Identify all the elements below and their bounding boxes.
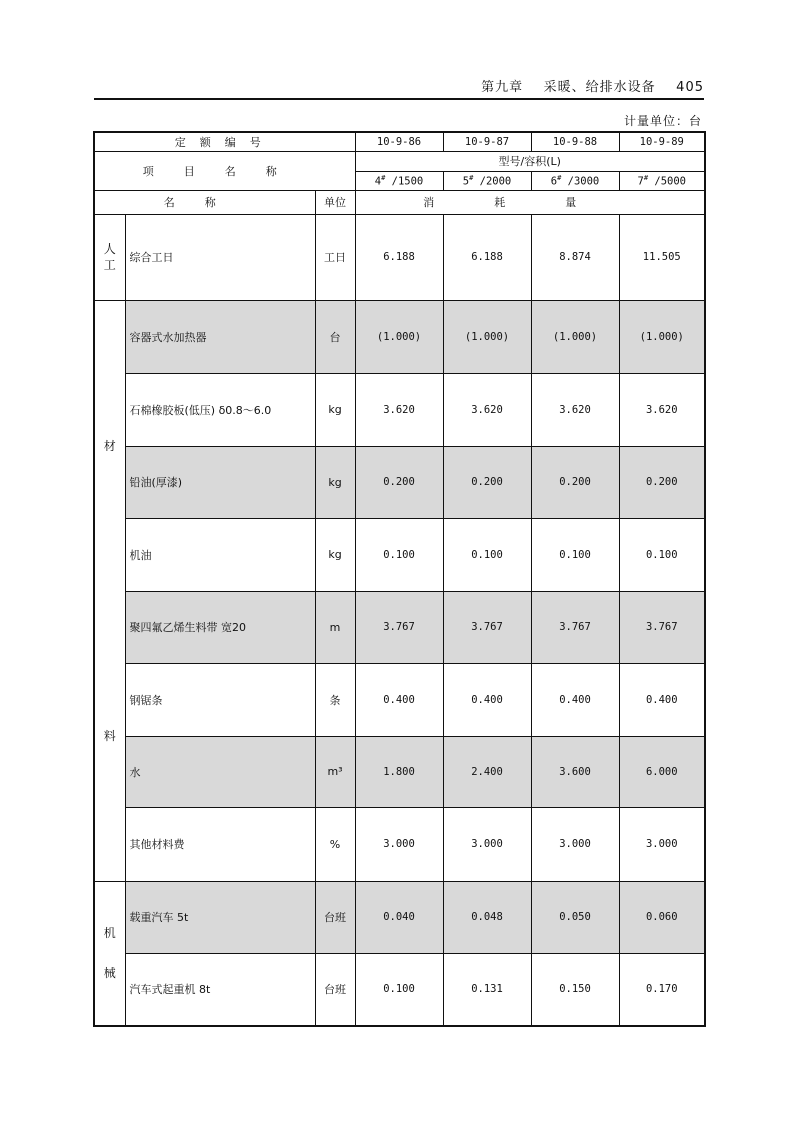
row-name: 石棉橡胶板(低压) δ0.8～6.0: [125, 373, 315, 446]
page-number: 405: [676, 80, 704, 95]
row-name: 载重汽车 5t: [125, 881, 315, 953]
category-machine: [94, 881, 125, 1026]
row-unit: %: [315, 807, 355, 881]
row-value: 0.048: [443, 881, 531, 953]
section-label: 采暖、给排水设备: [543, 80, 656, 95]
row-value: 0.400: [355, 663, 443, 736]
row-value: 3.767: [355, 591, 443, 663]
row-value: 3.620: [355, 373, 443, 446]
row-value: 1.800: [355, 736, 443, 807]
quota-label: 定额编号: [94, 132, 355, 151]
name-header: 名称: [94, 190, 315, 214]
model-sup: #: [557, 173, 562, 182]
category-char: 械: [103, 966, 116, 981]
model-suffix: /3000: [567, 175, 600, 188]
table-row: [94, 591, 705, 663]
row-name: 钢锯条: [125, 663, 315, 736]
model-prefix: 6: [550, 175, 558, 188]
quota-code: 10-9-86: [355, 132, 443, 151]
model-prefix: 5: [462, 175, 470, 188]
table-row: [94, 663, 705, 736]
row-value: 0.200: [619, 446, 705, 518]
row-value: 3.000: [443, 807, 531, 881]
row-value: 0.200: [531, 446, 619, 518]
row-unit: 台班: [315, 881, 355, 953]
row-value: 11.505: [619, 214, 705, 300]
row-value: 3.620: [619, 373, 705, 446]
model-cell: [531, 171, 619, 190]
row-name: 聚四氟乙烯生料带 宽20: [125, 591, 315, 663]
model-cell: [443, 171, 531, 190]
row-value: 0.100: [443, 518, 531, 591]
chapter-label: 第九章: [481, 80, 524, 95]
table-row: [94, 953, 705, 1026]
row-unit: 条: [315, 663, 355, 736]
row-value: 3.620: [443, 373, 531, 446]
consumption-header: 消耗量: [355, 190, 705, 214]
model-sup: #: [469, 173, 474, 182]
model-cell: [355, 171, 443, 190]
row-value: (1.000): [443, 300, 531, 373]
page-header: [94, 74, 704, 100]
item-label: 项目名称: [94, 151, 355, 190]
table-row: [94, 446, 705, 518]
row-unit: kg: [315, 518, 355, 591]
row-value: 0.200: [355, 446, 443, 518]
row-name: 机油: [125, 518, 315, 591]
model-label-row: [94, 151, 705, 171]
table-row: [94, 807, 705, 881]
model-label: 型号/容积(L): [355, 151, 705, 171]
row-value: 0.170: [619, 953, 705, 1026]
row-unit: 台班: [315, 953, 355, 1026]
row-name: 容器式水加热器: [125, 300, 315, 373]
row-value: 3.000: [531, 807, 619, 881]
column-header-row: [94, 190, 705, 214]
row-value: 3.767: [531, 591, 619, 663]
row-value: 0.400: [531, 663, 619, 736]
row-value: 3.620: [531, 373, 619, 446]
category-material: [94, 300, 125, 881]
quota-table: [93, 131, 706, 1027]
row-value: 0.060: [619, 881, 705, 953]
category-char: 机: [103, 926, 116, 941]
model-prefix: 7: [637, 175, 644, 188]
category-labor: 人工: [94, 214, 125, 300]
row-unit: 工日: [315, 214, 355, 300]
row-value: 6.188: [443, 214, 531, 300]
row-value: 3.000: [355, 807, 443, 881]
model-sup: #: [381, 173, 386, 182]
row-unit: m: [315, 591, 355, 663]
row-value: 0.200: [443, 446, 531, 518]
header-title: [481, 76, 704, 95]
model-suffix: /2000: [479, 175, 512, 188]
row-value: 3.767: [619, 591, 705, 663]
model-suffix: /1500: [391, 175, 424, 188]
model-prefix: 4: [374, 175, 382, 188]
table-row: [94, 214, 705, 300]
category-char: 材: [103, 438, 116, 453]
quota-code: 10-9-89: [619, 132, 705, 151]
row-value: 3.600: [531, 736, 619, 807]
category-char: 料: [103, 728, 116, 743]
row-value: 0.100: [355, 953, 443, 1026]
row-value: 6.000: [619, 736, 705, 807]
row-name: 其他材料费: [125, 807, 315, 881]
row-value: 0.100: [619, 518, 705, 591]
row-value: 0.400: [619, 663, 705, 736]
row-value: 8.874: [531, 214, 619, 300]
model-sup: #: [643, 173, 649, 182]
row-value: 3.000: [619, 807, 705, 881]
quota-code: 10-9-87: [443, 132, 531, 151]
model-cell: [619, 171, 705, 190]
row-name: 汽车式起重机 8t: [125, 953, 315, 1026]
row-name: 铅油(厚漆): [125, 446, 315, 518]
unit-header: 单位: [315, 190, 355, 214]
model-suffix: /5000: [654, 175, 686, 188]
row-unit: 台: [315, 300, 355, 373]
row-value: (1.000): [531, 300, 619, 373]
header-rule: [94, 98, 704, 100]
row-value: (1.000): [355, 300, 443, 373]
row-value: 0.131: [443, 953, 531, 1026]
row-value: (1.000): [619, 300, 705, 373]
row-name: 综合工日: [125, 214, 315, 300]
row-value: 0.050: [531, 881, 619, 953]
row-unit: m³: [315, 736, 355, 807]
unit-label: 计量单位：台: [623, 114, 702, 128]
table-row: [94, 373, 705, 446]
table-row: [94, 300, 705, 373]
row-unit: kg: [315, 446, 355, 518]
row-value: 0.040: [355, 881, 443, 953]
row-value: 0.400: [443, 663, 531, 736]
row-value: 2.400: [443, 736, 531, 807]
row-unit: kg: [315, 373, 355, 446]
row-value: 3.767: [443, 591, 531, 663]
row-value: 0.100: [531, 518, 619, 591]
table-row: [94, 518, 705, 591]
row-value: 6.188: [355, 214, 443, 300]
row-value: 0.150: [531, 953, 619, 1026]
quota-code-row: [94, 132, 705, 151]
row-value: 0.100: [355, 518, 443, 591]
row-name: 水: [125, 736, 315, 807]
table-row: [94, 881, 705, 953]
table-row: [94, 736, 705, 807]
quota-code: 10-9-88: [531, 132, 619, 151]
